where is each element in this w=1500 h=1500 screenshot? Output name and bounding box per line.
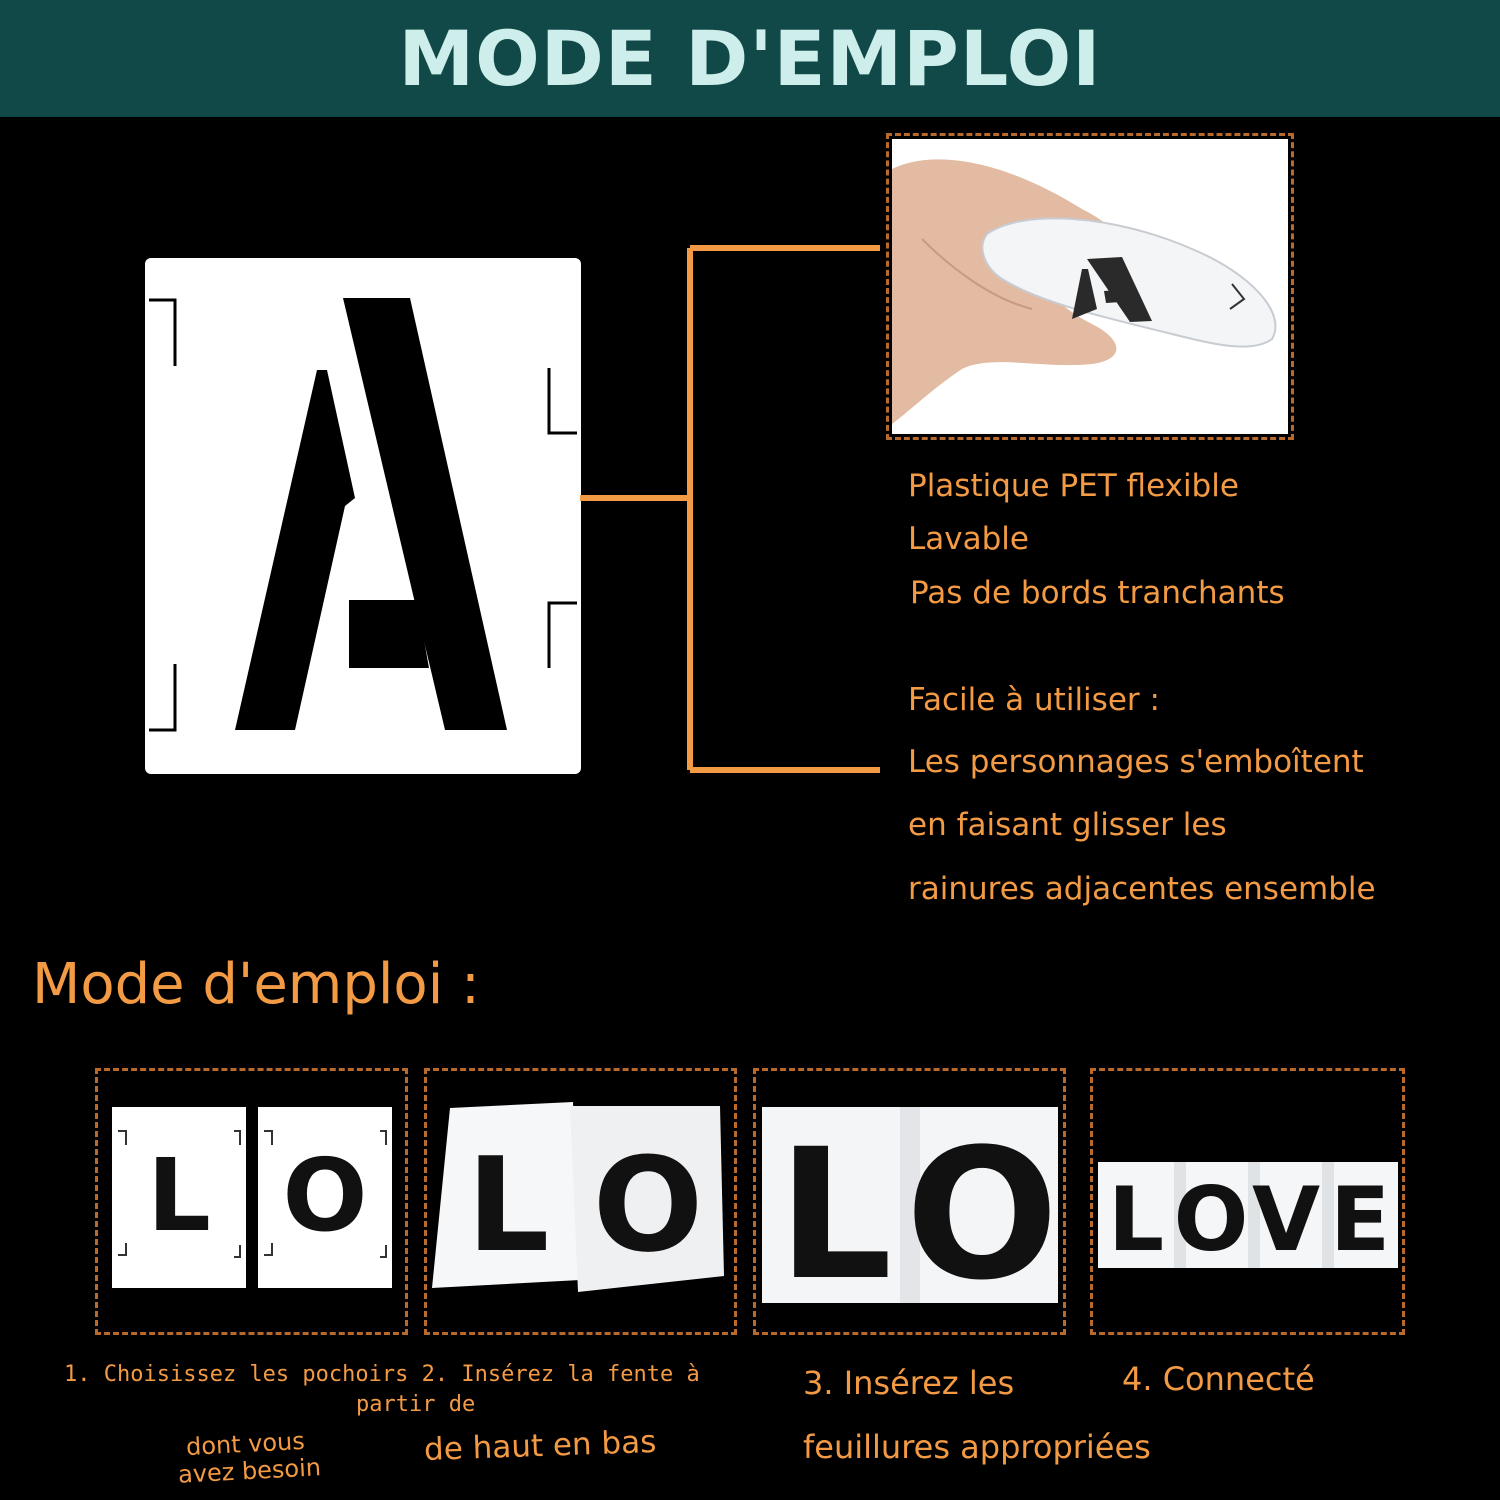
connector-lines — [580, 240, 890, 780]
step-1-letter-l: L — [147, 1137, 211, 1254]
step-4-letter-v: V — [1251, 1168, 1321, 1270]
caption-step-1-sub1: dont vous — [185, 1426, 306, 1462]
step-4-illustration — [1096, 1160, 1400, 1270]
stencil-letter-data — [0, 0, 1, 1]
feature-easy-line2: en faisant glisser les — [908, 807, 1227, 843]
caption-step-1-sub2: avez besoin — [177, 1453, 322, 1489]
step-1-illustration — [110, 1105, 395, 1290]
step-4-letter-o: O — [1173, 1168, 1249, 1270]
feature-easy-title: Facile à utiliser : — [908, 682, 1160, 718]
instructions-heading: Mode d'emploi : — [32, 952, 480, 1017]
step-4-letter-e: E — [1329, 1168, 1391, 1270]
caption-step-2-sub: de haut en bas — [423, 1423, 657, 1469]
caption-steps-1-2: 1. Choisissez les pochoirs 2. Insérez la fente à — [64, 1362, 700, 1387]
step-2-letter-l: L — [466, 1129, 550, 1281]
step-3-letter-l: L — [777, 1111, 893, 1305]
feature-easy-line1: Les personnages s'emboîtent — [908, 744, 1364, 780]
step-2-illustration — [428, 1100, 733, 1300]
title-banner — [0, 0, 1500, 117]
feature-material: Plastique PET flexible — [908, 468, 1239, 504]
caption-step-4: 4. Connecté — [1122, 1360, 1315, 1398]
feature-washable: Lavable — [908, 521, 1029, 557]
stencil-a-illustration — [145, 258, 581, 774]
feature-easy-line3: rainures adjacentes ensemble — [908, 871, 1376, 907]
page-title: MODE D'EMPLOI — [398, 14, 1102, 103]
caption-step-3-line1: 3. Insérez les — [803, 1364, 1015, 1402]
hand-holding-stencil-photo — [892, 139, 1288, 434]
caption-step-2-line2: partir de — [356, 1392, 476, 1417]
step-4-letter-l: L — [1107, 1168, 1165, 1270]
step-3-letter-o: O — [905, 1111, 1059, 1305]
feature-edges: Pas de bords tranchants — [910, 575, 1285, 611]
step-2-letter-o: O — [592, 1129, 704, 1281]
step-1-letter-o: O — [282, 1137, 368, 1254]
caption-step-3-line2: feuillures appropriées — [803, 1428, 1151, 1466]
step-3-illustration — [760, 1105, 1060, 1305]
